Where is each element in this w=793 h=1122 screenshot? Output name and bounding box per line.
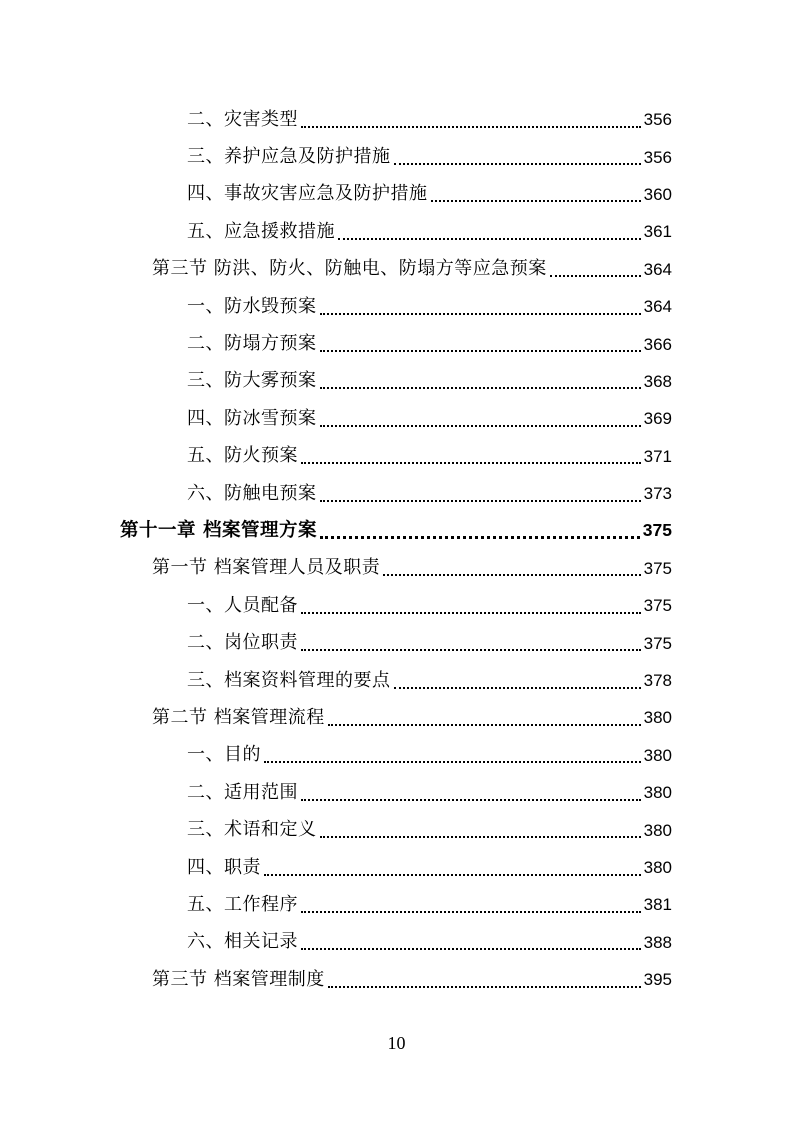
toc-section-entry[interactable]	[0, 550, 793, 587]
toc-entry[interactable]	[0, 737, 793, 774]
toc-entry-page: 380	[643, 820, 672, 840]
toc-entry-page: 380	[643, 783, 672, 803]
toc-entry-title: 三、养护应急及防护措施	[187, 146, 391, 168]
dot-leader	[320, 313, 641, 315]
toc-entry[interactable]	[0, 811, 793, 848]
dot-leader	[264, 874, 641, 876]
toc-entry-page: 375	[643, 633, 672, 653]
toc-entry[interactable]	[0, 774, 793, 811]
toc-entry[interactable]	[0, 363, 793, 400]
toc-entry-title: 第三节 防洪、防火、防触电、防塌方等应急预案	[152, 258, 547, 280]
toc-entry-page: 364	[643, 259, 672, 279]
toc-entry-title: 五、防火预案	[187, 445, 298, 467]
toc-entry-page: 356	[643, 147, 672, 167]
dot-leader	[320, 387, 641, 389]
toc-entry-title: 二、灾害类型	[187, 108, 298, 130]
toc-entry-title: 一、目的	[187, 744, 261, 766]
toc-entry-title: 三、防大雾预案	[187, 370, 317, 392]
toc-chapter-title: 第十一章 档案管理方案	[120, 519, 317, 541]
toc-entry[interactable]	[0, 213, 793, 250]
toc-entry-page: 375	[643, 558, 672, 578]
toc-entry[interactable]	[0, 400, 793, 437]
dot-leader	[301, 948, 641, 950]
table-of-contents	[0, 101, 793, 998]
dot-leader	[301, 126, 641, 128]
dot-leader	[320, 536, 640, 539]
toc-entry-title: 二、防塌方预案	[187, 333, 317, 355]
toc-entry-title: 四、职责	[187, 856, 261, 878]
toc-section-entry[interactable]	[0, 961, 793, 998]
toc-entry-page: 375	[643, 596, 672, 616]
toc-entry-page: 368	[643, 371, 672, 391]
dot-leader	[320, 836, 641, 838]
toc-entry-page: 366	[643, 334, 672, 354]
dot-leader	[301, 612, 641, 614]
dot-leader	[301, 649, 641, 651]
dot-leader	[301, 799, 641, 801]
toc-entry-title: 一、人员配备	[187, 594, 298, 616]
toc-entry[interactable]	[0, 924, 793, 961]
toc-entry-title: 一、防水毁预案	[187, 295, 317, 317]
toc-entry[interactable]	[0, 288, 793, 325]
dot-leader	[320, 500, 641, 502]
dot-leader	[394, 687, 641, 689]
toc-entry-title: 五、工作程序	[187, 893, 298, 915]
toc-entry-title: 四、防冰雪预案	[187, 407, 317, 429]
page-number: 10	[387, 1033, 406, 1053]
toc-entry-title: 第二节 档案管理流程	[152, 706, 325, 728]
toc-entry-title: 六、相关记录	[187, 931, 298, 953]
toc-entry-page: 371	[643, 446, 672, 466]
toc-entry-page: 381	[643, 895, 672, 915]
dot-leader	[431, 200, 641, 202]
toc-entry-page: 380	[643, 858, 672, 877]
toc-entry[interactable]	[0, 662, 793, 699]
toc-entry[interactable]	[0, 138, 793, 175]
toc-entry-page: 378	[643, 671, 672, 691]
toc-entry-title: 四、事故灾害应急及防护措施	[187, 183, 428, 205]
toc-entry-page: 361	[643, 222, 672, 242]
toc-entry[interactable]	[0, 587, 793, 624]
toc-entry-page: 380	[643, 708, 672, 728]
dot-leader	[328, 986, 641, 988]
toc-entry-page: 369	[643, 409, 672, 429]
dot-leader	[550, 275, 641, 277]
toc-section-entry[interactable]	[0, 699, 793, 736]
toc-entry-title: 六、防触电预案	[187, 482, 317, 504]
toc-entry-title: 五、应急援救措施	[187, 220, 335, 242]
dot-leader	[328, 724, 641, 726]
toc-entry-page: 360	[643, 184, 672, 204]
dot-leader	[301, 462, 641, 464]
toc-entry[interactable]	[0, 325, 793, 362]
dot-leader	[320, 350, 641, 352]
toc-entry[interactable]	[0, 624, 793, 661]
toc-entry[interactable]	[0, 438, 793, 475]
toc-section-entry[interactable]	[0, 251, 793, 288]
toc-entry-title: 第三节 档案管理制度	[152, 968, 325, 990]
toc-entry-page: 375	[642, 520, 672, 541]
dot-leader	[301, 911, 641, 913]
dot-leader	[394, 163, 641, 165]
toc-entry-page: 380	[643, 745, 672, 765]
toc-entry[interactable]	[0, 101, 793, 138]
toc-entry[interactable]	[0, 475, 793, 512]
toc-entry-page: 395	[643, 970, 672, 990]
toc-entry-page: 388	[643, 932, 672, 952]
toc-entry[interactable]	[0, 849, 793, 886]
dot-leader	[383, 574, 640, 576]
toc-entry-page: 373	[643, 484, 672, 504]
toc-entry-title: 二、适用范围	[187, 781, 298, 803]
toc-entry-title: 第一节 档案管理人员及职责	[152, 557, 381, 579]
toc-entry-page: 364	[643, 297, 672, 317]
toc-entry[interactable]	[0, 886, 793, 923]
dot-leader	[338, 238, 641, 240]
dot-leader	[264, 761, 641, 763]
toc-entry-title: 三、档案资料管理的要点	[187, 669, 391, 691]
toc-entry[interactable]	[0, 176, 793, 213]
toc-entry-page: 356	[643, 110, 672, 130]
toc-chapter-entry[interactable]	[0, 512, 793, 549]
toc-entry-title: 三、术语和定义	[187, 819, 317, 841]
toc-entry-title: 二、岗位职责	[187, 632, 298, 654]
dot-leader	[320, 425, 641, 427]
